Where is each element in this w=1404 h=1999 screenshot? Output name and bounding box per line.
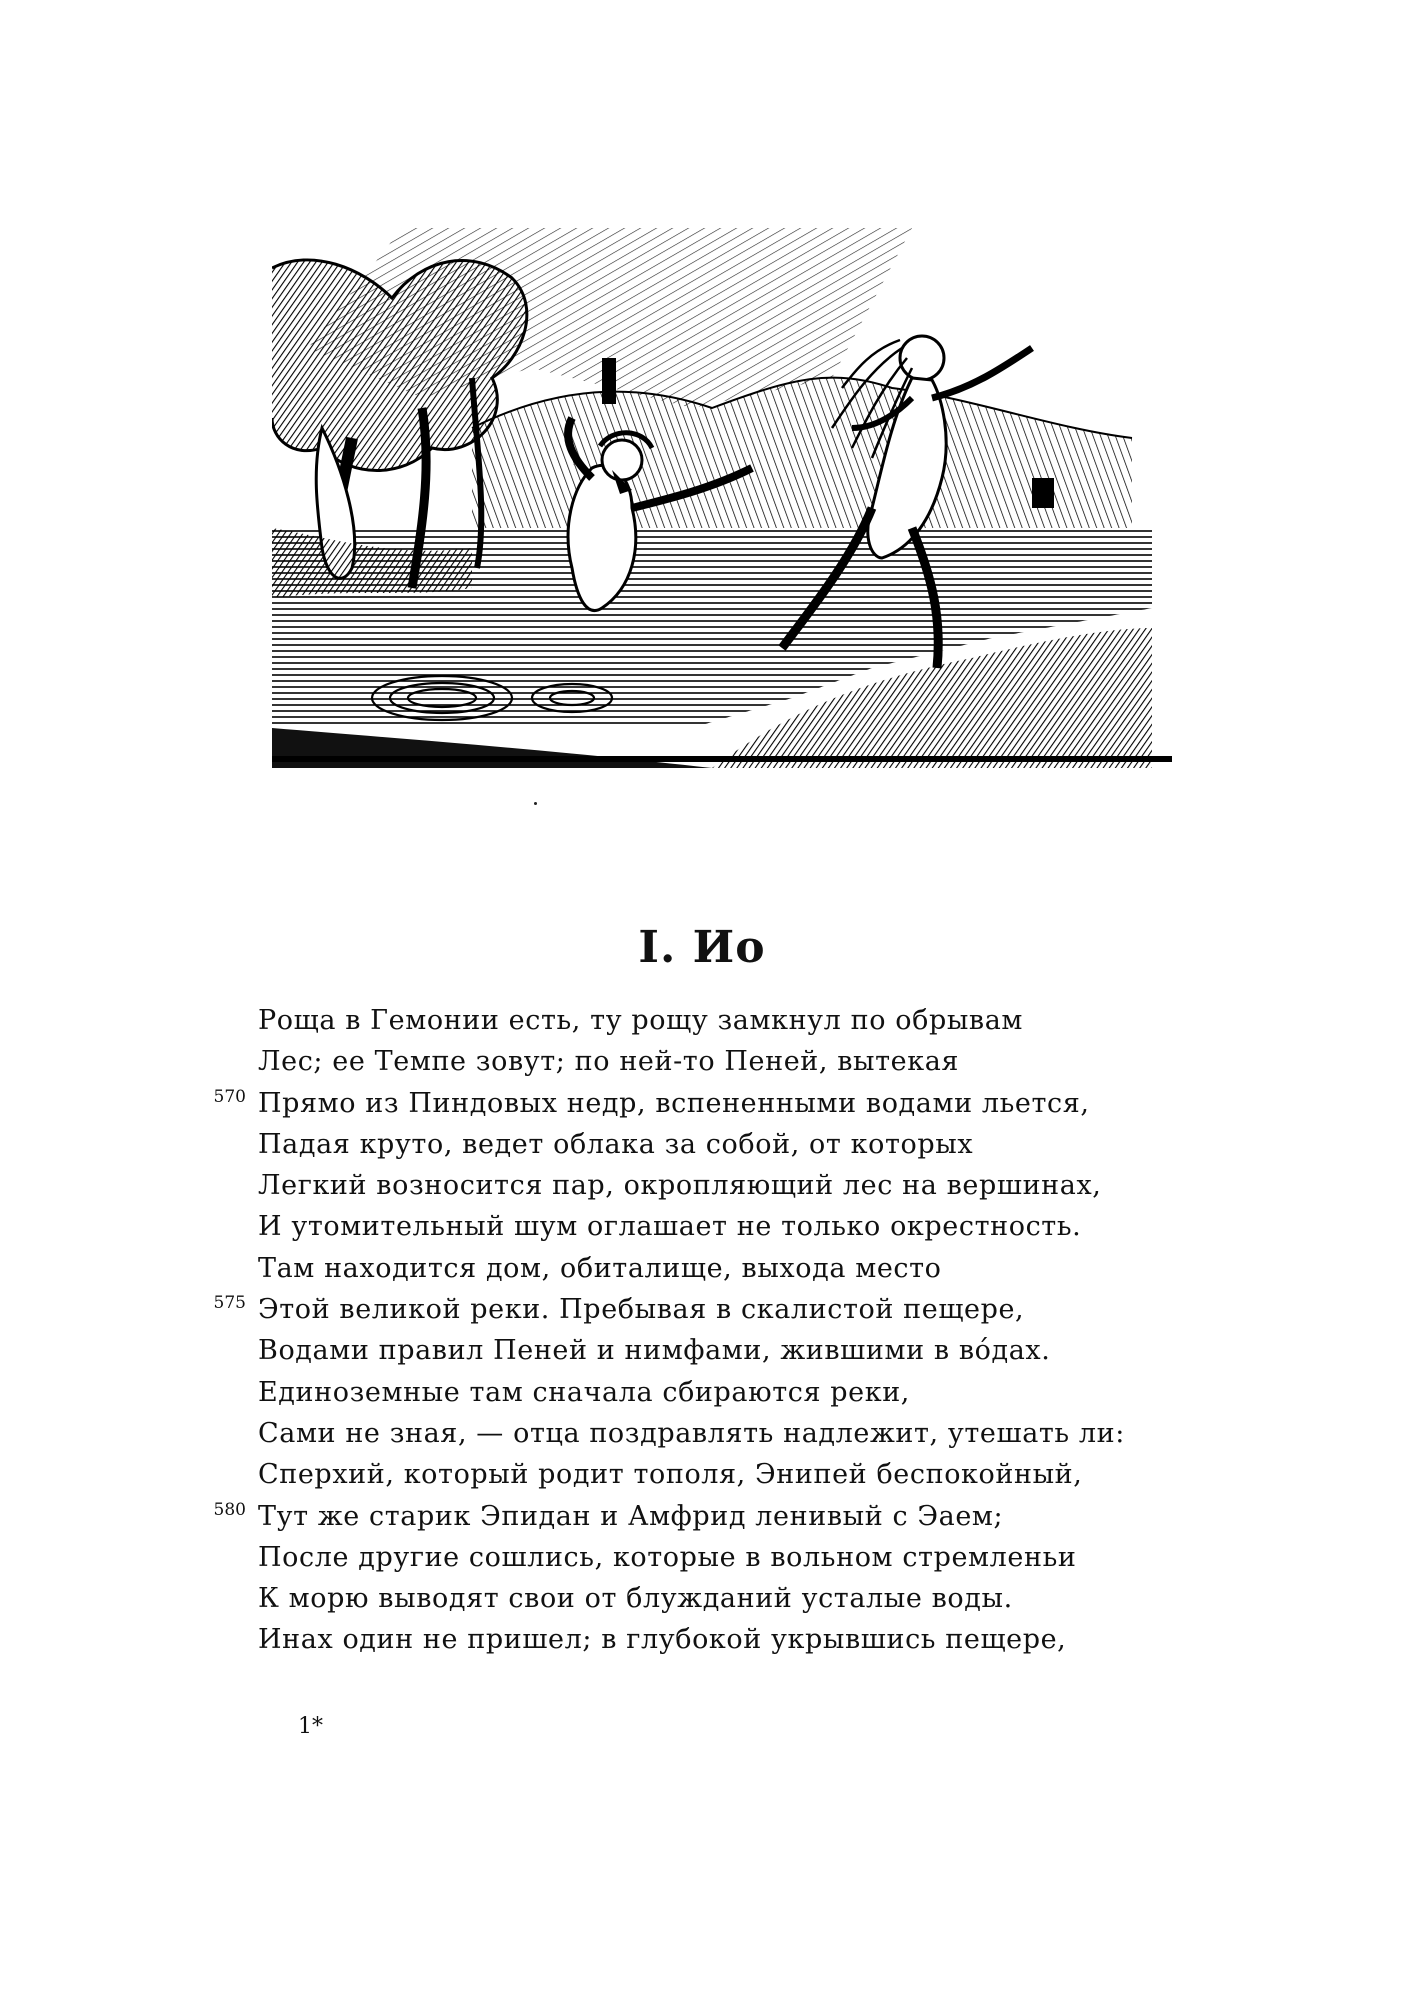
line-text: Сперхий, который родит тополя, Энипей беспокойный, xyxy=(258,1459,1083,1491)
line-text: Сами не зная, — отца поздравлять надлежит, утешать ли: xyxy=(258,1417,1125,1449)
line-text: Прямо из Пиндовых недр, вспененными водами льется, xyxy=(258,1087,1090,1119)
poem-line xyxy=(258,1165,1218,1206)
line-text: Единоземные там сначала сбираются реки, xyxy=(258,1376,910,1408)
line-text: Лес; ее Темпе зовут; по ней-то Пеней, вытекая xyxy=(258,1046,960,1078)
poem-line xyxy=(258,1000,1218,1041)
poem-line xyxy=(213,1289,1218,1330)
poem-line xyxy=(258,1330,1218,1371)
poem-line xyxy=(258,1124,1218,1165)
poem-line xyxy=(213,1083,1218,1124)
poem-line xyxy=(258,1041,1218,1082)
line-text: И утомительный шум оглашает не только окрестность. xyxy=(258,1211,1082,1243)
line-text: Там находится дом, обиталище, выхода место xyxy=(258,1252,942,1284)
line-text: К морю выводят свои от блужданий усталые воды. xyxy=(258,1583,1013,1615)
line-text: Роща в Гемонии есть, ту рощу замкнул по обрывам xyxy=(258,1005,1024,1036)
line-text: Тут же старик Эпидан и Амфрид ленивый с Эаем; xyxy=(258,1500,1004,1532)
line-text: Водами правил Пеней и нимфами, жившими в во́дах. xyxy=(258,1335,1051,1367)
poem-line xyxy=(258,1578,1218,1619)
poem-line xyxy=(258,1619,1218,1660)
poem-line xyxy=(258,1248,1218,1289)
poem-line xyxy=(258,1206,1218,1247)
line-text: Этой великой реки. Пребывая в скалистой пещере, xyxy=(258,1294,1025,1326)
poem-line xyxy=(258,1413,1218,1454)
poem-text xyxy=(213,1000,1218,1661)
ink-speck xyxy=(534,802,537,805)
page-title: I. Ио xyxy=(638,922,766,973)
line-number: 570 xyxy=(213,1086,246,1107)
line-text: Падая круто, ведет облака за собой, от которых xyxy=(258,1128,974,1160)
engraving-river-god-and-nymph-icon xyxy=(272,228,1172,768)
engraving-illustration xyxy=(272,228,1172,768)
line-text: Легкий возносится пар, окропляющий лес на вершинах, xyxy=(258,1170,1102,1202)
poem-line xyxy=(258,1454,1218,1495)
poem-line xyxy=(258,1372,1218,1413)
line-text: Инах один не пришел; в глубокой укрывшись пещере, xyxy=(258,1624,1067,1656)
poem-line xyxy=(213,1496,1218,1537)
printer-signature-mark: 1* xyxy=(298,1714,323,1739)
line-text: После другие сошлись, которые в вольном стремленьи xyxy=(258,1541,1077,1573)
poem-line xyxy=(258,1537,1218,1578)
line-number: 580 xyxy=(213,1499,246,1520)
line-number: 575 xyxy=(213,1293,246,1314)
